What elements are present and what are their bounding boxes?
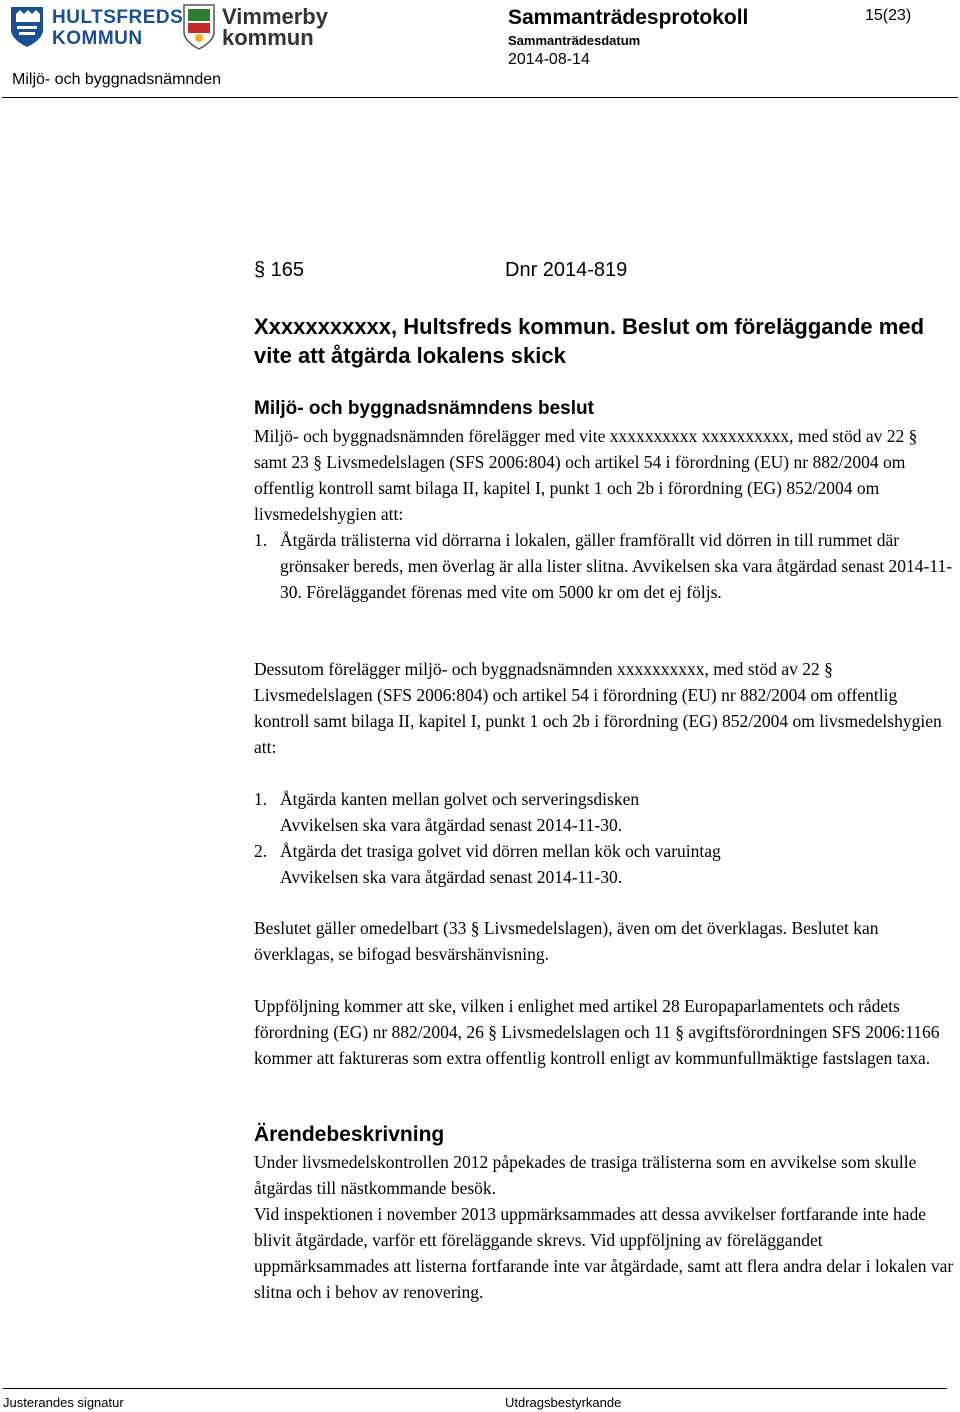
list-item-number: 2. (254, 841, 268, 861)
list-item (254, 528, 954, 632)
background-heading: Ärendebeskrivning (254, 1123, 445, 1146)
decision-heading: Miljö- och byggnadsnämndens beslut (254, 398, 594, 419)
meeting-date-value: 2014-08-14 (508, 51, 590, 68)
list-item-number: 1. (254, 789, 268, 809)
footer-divider (3, 1388, 947, 1389)
validity-paragraph: Beslutet gäller omedelbart (33 § Livsmedelslagen), även om det överklagas. Beslutet kan överklagas, se bifogad besvärshänvisning. (254, 918, 879, 964)
additional-order: Dessutom förelägger miljö- och byggnadsnämnden xxxxxxxxxx, med stöd av 22 § Livsmedelslagen (SFS 2006:804) och artikel 54 i förordning (EU) nr 882/2004 om offentlig kontroll samt bilaga II, kapitel I, punkt 1 och 2b i förordning (EG) 852/2004 om livsmedelshygien att: (254, 659, 942, 757)
page-number: 15(23) (865, 7, 912, 24)
vimmerby-logo-line2: kommun (222, 25, 314, 50)
signature-label: Justerandes signatur (3, 1395, 124, 1410)
list-item-text: Åtgärda trälisterna vid dörrarna i lokalen, gäller framförallt vid dörren in till rummet där grönsaker bereds, men överlag är alla lister slitna. Avvikelsen ska vara åtgärdad senast 2014-11-30. Föreläggandet förenas med vite om 5000 kr om det ej följs. (280, 530, 953, 602)
paragraph-number: § 165 (254, 259, 305, 281)
list-item (254, 839, 954, 891)
hultsfred-logo (10, 4, 184, 52)
background-paragraph-2: Vid inspektionen i november 2013 uppmärksammades att dessa avvikelser fortfarande inte hade blivit åtgärdade, varför ett föreläggande skrevs. Vid uppföljning av föreläggandet uppmärksammades att listerna fortfarande inte var åtgärdade, samt att flera andra delar i lokalen var slitna och i behov av renovering. (254, 1204, 954, 1302)
list-item-text: Åtgärda kanten mellan golvet och serveringsdisken (280, 789, 640, 809)
followup-paragraph: Uppföljning kommer att ske, vilken i enlighet med artikel 28 Europaparlamentets och rådets förordning (EG) nr 882/2004, 26 § Livsmedelslagen och 11 § avgiftsförordningen SFS 2006:1166 kommer att faktureras som extra offentlig kontroll enligt av kommunfullmäktige fastslagen taxa. (254, 996, 940, 1068)
vimmerby-shield-icon (182, 4, 216, 50)
vimmerby-logo (182, 4, 328, 52)
committee-name: Miljö- och byggnadsnämnden (12, 71, 222, 88)
case-title: Xxxxxxxxxxx, Hultsfreds kommun. Beslut om föreläggande med vite att åtgärda lokalens skick (254, 314, 925, 368)
list-item-number: 1. (254, 530, 268, 550)
meeting-date-label: Sammanträdesdatum (508, 33, 641, 48)
list-item-deadline: Avvikelsen ska vara åtgärdad senast 2014-11-30. (280, 815, 623, 835)
list-item (254, 787, 954, 839)
hultsfred-shield-icon (10, 6, 44, 48)
vimmerby-logo-line1: Vimmerby (222, 4, 328, 29)
background-paragraph-1: Under livsmedelskontrollen 2012 påpekades de trasiga trälisterna som en avvikelse som skulle åtgärdas till nästkommande besök. (254, 1152, 917, 1198)
decision-intro: Miljö- och byggnadsnämnden förelägger med vite xxxxxxxxxx xxxxxxxxxx, med stöd av 22 § samt 23 § Livsmedelslagen (SFS 2006:804) och artikel 54 i förordning (EU) nr 882/2004 om offentlig kontroll samt bilaga II, kapitel I, punkt 1 och 2b i förordning (EG) 852/2004 om livsmedelshygien att: (254, 426, 918, 524)
hultsfred-logo-line1: HULTSFREDS (52, 7, 184, 28)
list-item-text: Åtgärda det trasiga golvet vid dörren mellan kök och varuintag (280, 841, 721, 861)
header-divider (2, 97, 958, 98)
header-logos (10, 4, 328, 54)
extract-certification-label: Utdragsbestyrkande (505, 1395, 622, 1410)
document-type: Sammanträdesprotokoll (508, 6, 749, 29)
list-item-deadline: Avvikelsen ska vara åtgärdad senast 2014-11-30. (280, 867, 623, 887)
case-number: Dnr 2014-819 (505, 259, 628, 281)
hultsfred-logo-line2: KOMMUN (52, 28, 143, 49)
